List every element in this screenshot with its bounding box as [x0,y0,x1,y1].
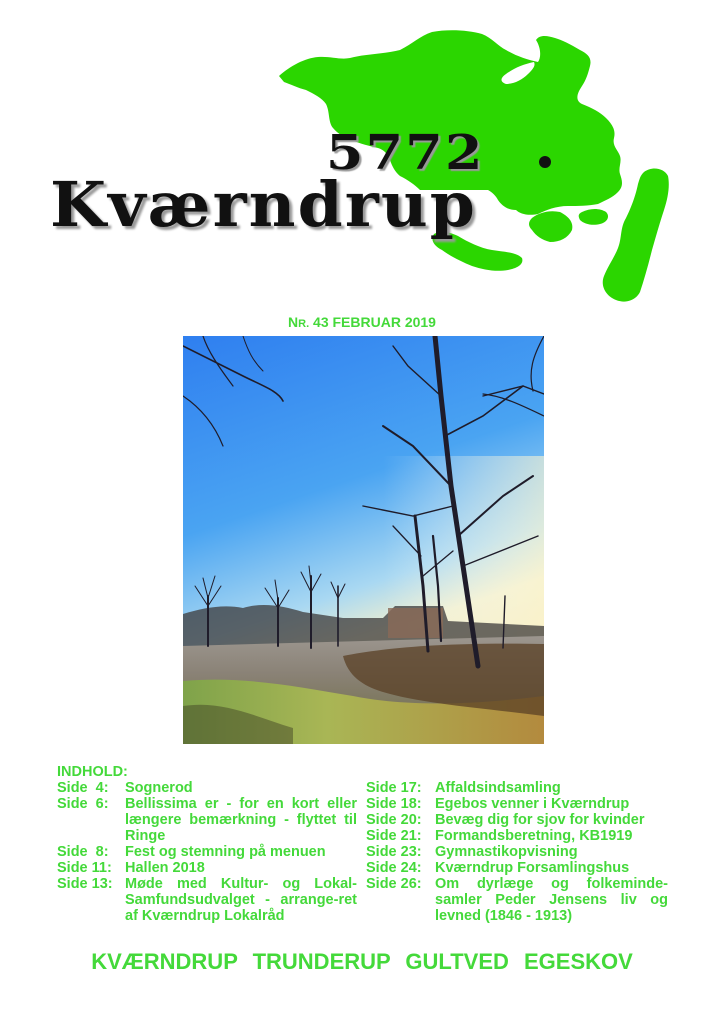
toc-title: Fest og stemning på menuen [125,844,326,860]
issue-date: 43 FEBRUAR 2019 [309,314,436,330]
toc-page-number: Side 11: [57,860,112,876]
toc-item[interactable] [366,780,668,796]
toc-page-number: Side 26: [366,876,422,892]
toc-page-number: Side 23: [366,844,422,860]
toc-item[interactable] [57,780,357,796]
issue-nr-suffix: R. [298,318,310,330]
toc-page-number: Side 20: [366,812,422,828]
toc-item[interactable] [57,860,357,876]
toc-title: Om dyrlæge og folkeminde-samler Peder Jensens liv og levned (1846 - 1913) [435,876,668,924]
toc-page-number: Side 18: [366,796,422,812]
toc-title: Affaldsindsamling [435,780,561,796]
toc-title: Møde med Kultur- og Lokal-Samfundsudvalget - arrange-ret af Kværndrup Lokalråd [125,876,357,924]
zip-code: 5772 [326,125,485,181]
toc-page-number: Side 6: [57,796,109,812]
island-small-1 [529,211,572,242]
town-location-dot [539,156,551,168]
toc-item[interactable] [57,876,357,924]
toc-item[interactable] [366,876,668,924]
toc-page-number: Side 24: [366,860,422,876]
toc-title: Hallen 2018 [125,860,205,876]
toc-left-column [57,764,357,924]
toc-right-column [366,780,668,924]
toc-title: Kværndrup Forsamlingshus [435,860,630,876]
issue-nr-prefix: N [288,314,299,330]
toc-item[interactable] [366,844,668,860]
footer-villages: KVÆRNDRUP TRUNDERUP GULTVED EGESKOV [91,949,633,974]
toc-heading: INDHOLD: [57,764,128,780]
toc-item[interactable] [366,812,668,828]
toc-page-number: Side 4: [57,780,109,796]
island-small-2 [579,209,608,225]
toc-title: Formandsberetning, KB1919 [435,828,633,844]
toc-title: Bellissima er - for en kort eller længere bemærkning - flyttet til Ringe [125,796,357,844]
toc-item[interactable] [57,796,357,844]
toc-page-number: Side 8: [57,844,109,860]
toc-item[interactable] [57,844,357,860]
toc-item[interactable] [366,828,668,844]
cover-photo [183,336,544,744]
issue-line [0,313,724,333]
toc-title: Sognerod [125,780,193,796]
toc-title: Bevæg dig for sjov for kvinder [435,812,645,828]
town-title: Kværndrup [50,168,477,241]
toc-page-number: Side 21: [366,828,422,844]
toc-title: Gymnastikopvisning [435,844,578,860]
toc-title: Egebos venner i Kværndrup [435,796,630,812]
toc-item[interactable] [366,860,668,876]
toc-page-number: Side 13: [57,876,113,892]
toc-item[interactable] [366,796,668,812]
toc-page-number: Side 17: [366,780,422,796]
